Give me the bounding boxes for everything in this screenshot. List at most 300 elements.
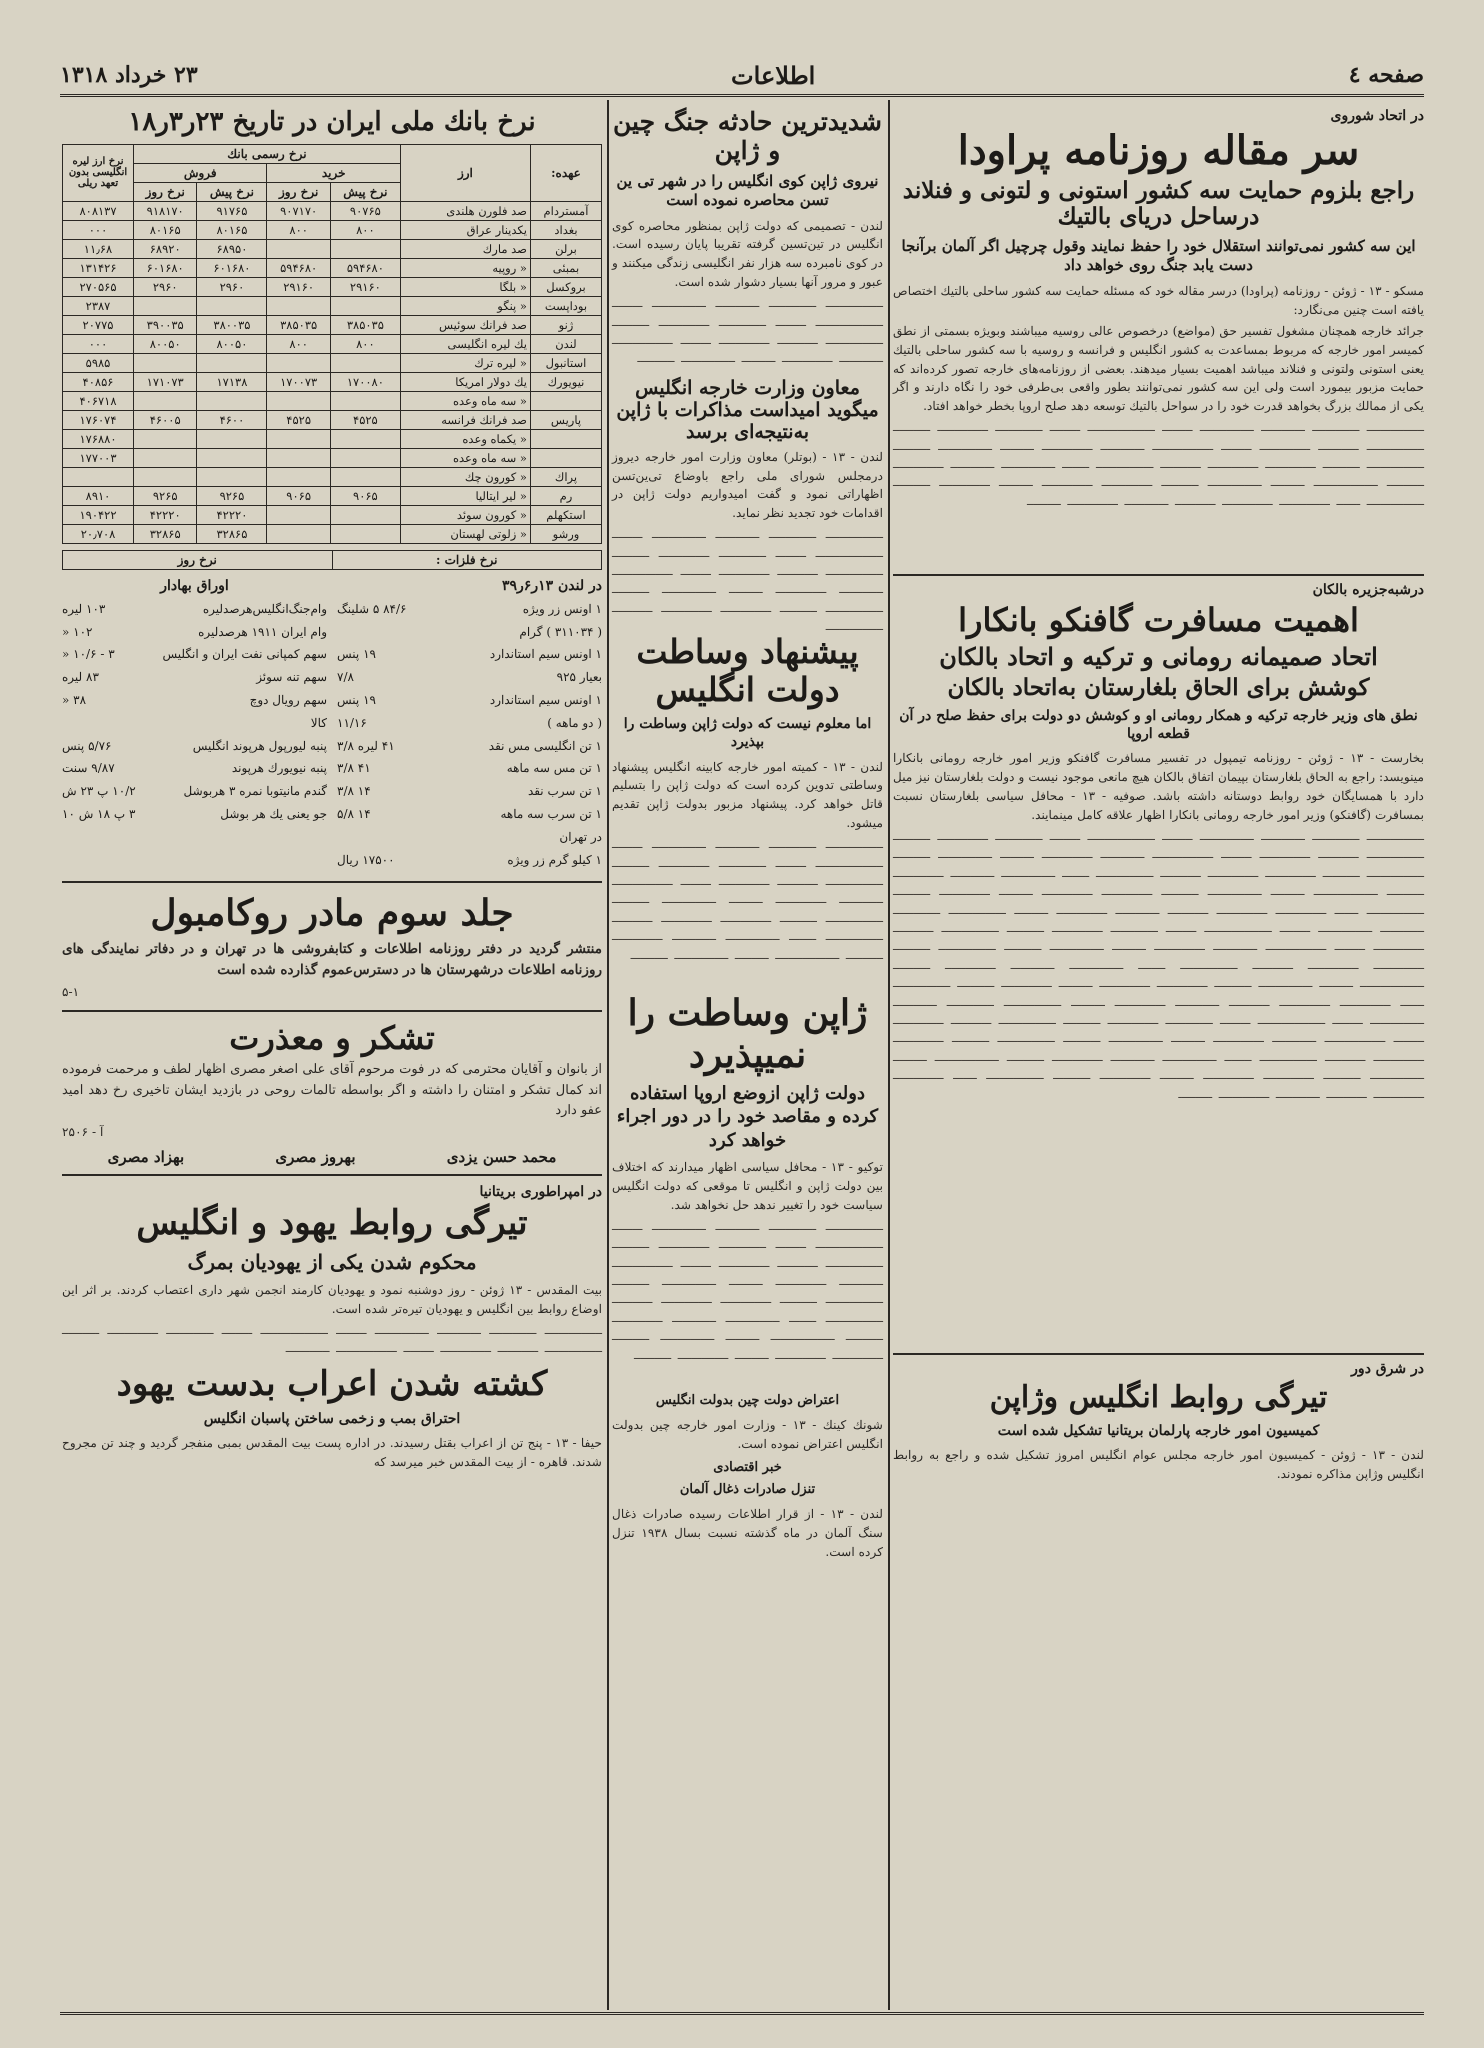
cell-cur: صد فرانك فرانسه xyxy=(400,410,530,429)
list-item xyxy=(337,780,602,803)
exchange-row xyxy=(63,353,602,372)
cell-b2 xyxy=(267,391,330,410)
headline-arabs-killed: کشته شدن اعراب بدست یهود xyxy=(116,1363,548,1404)
cell-cur: صد مارك xyxy=(400,239,530,258)
cell-s2 xyxy=(134,467,197,486)
exchange-row xyxy=(63,220,602,239)
article-continuation: ـــــــــــــــــ ــــــــــــــ ـــــــــــــ ــــــــــــــــ ـــــــــ ــــــــــــــــــــ ـــــــــ ــــــــــــــ ـــــــــــــــ ـــــــــــ ـــــــــــــــــ ــــــــــــ ـــــــــــــــ ـــــــــ ــــــــــــــــــ ـــــــــــــ ـــــــــــــــ ــــــــــ ــــــــــــــــ ـــــــــــ xyxy=(612,296,883,366)
item-value: ۱۰۳ لیره xyxy=(62,601,106,616)
cell-s1: ۶۰۱۶۸۰ xyxy=(197,258,267,277)
cell-city: برلن xyxy=(530,239,601,258)
section-kicker: در اتحاد شوروی xyxy=(1330,108,1424,124)
cell-city: بروکسل xyxy=(530,277,601,296)
item-name: ۱ تن سرب نقد xyxy=(527,784,602,799)
cell-b2: ۹۰۷۱۷۰ xyxy=(267,201,330,220)
cell-b2 xyxy=(267,467,330,486)
exchange-row xyxy=(63,391,602,410)
item-name: در تهران xyxy=(559,829,602,844)
subhead-commission: کمیسیون امور خارجه پارلمان بریتانیا تشکیل شده است xyxy=(997,1422,1320,1439)
item-name: ( دو ماهه ) xyxy=(547,715,602,730)
cell-p: ۲۷۰۵۶۵ xyxy=(63,277,134,296)
cell-cur: صد فلورن هلندی xyxy=(400,201,530,220)
signature-name: بهروز مصری xyxy=(275,1147,356,1166)
headline-rocambole: جلد سوم مادر روکامبول xyxy=(150,892,514,935)
cell-b1: ۹۰۶۵ xyxy=(330,486,400,505)
list-item xyxy=(337,643,602,666)
page-header xyxy=(60,60,1424,90)
cell-p: ۰۰۰ xyxy=(63,334,134,353)
cell-cur: « سه ماه وعده xyxy=(400,391,530,410)
cell-p: ۱۹۰۴۲۲ xyxy=(63,505,134,524)
cell-s1: ۸۰۱۶۵ xyxy=(197,220,267,239)
list-item xyxy=(337,757,602,780)
th-pound-rate: نرخ ارز لیره انگلیسی بدون تعهد ریلی xyxy=(63,144,134,201)
cell-b1 xyxy=(330,353,400,372)
item-name: ۱ کیلو گرم زر ویژه xyxy=(507,852,602,867)
item-name: گندم مانیتوبا نمره ۳ هربوشل xyxy=(183,784,327,799)
section-rule xyxy=(893,1353,1424,1355)
cell-b1 xyxy=(330,296,400,315)
item-value: ۳۸ « xyxy=(62,693,87,708)
cell-b1 xyxy=(330,505,400,524)
cell-s2: ۴۲۲۲۰ xyxy=(134,505,197,524)
item-name: ۱ اونس سیم استاندارد xyxy=(489,693,602,708)
section-kicker-far-east: در شرق دور xyxy=(1351,1361,1424,1378)
section-rule xyxy=(62,881,602,883)
article-body-pravda: جرائد خارجه همچنان مشغول تفسیر حق (مواضع) درخصوص عالی روسیه میباشند وبویژه بسمتی از نطق کمیسر امور خارجه که مربوط بمساعدت به کشور انگلیس و فرانسه و روسیه با سه کشور ساحلی بالتیك یعنی استونی ولتونی و فنلاند میباشد اهمیت بسیار میدهند. بعضی از روزنامه‌های خارجه تصور کرده‌اند که حمایت مزبور بیمورد است ولی این سه کشور نمی‌توانند بطور واقعی بی‌طرفی خود را نگاه دارند و اگر یکی از ممالك بزرگ بخواهد قدرت خود را در سواحل بالتیك توسعه دهد صلح اروپا بخطر خواهد افتاد. xyxy=(893,323,1424,414)
exchange-row xyxy=(63,524,602,543)
item-value: ۱۷۵۰۰ ریال xyxy=(337,852,395,867)
cell-city: بوداپست xyxy=(530,296,601,315)
article-body-mediation: لندن - ۱۳ - کمیته امور خارجه کابینه انگلیس پیشنهاد وساطتی تدوین کرده است که دولت ژاپن را بتسلیم قاتل خواهد کرد. پیشنهاد مزبور بدولت ژاپن تقدیم میشود. xyxy=(612,759,883,831)
exchange-row xyxy=(63,258,602,277)
item-name: ۱ اونس سیم استاندارد xyxy=(489,647,602,662)
cell-b2 xyxy=(267,505,330,524)
cell-b2: ۴۵۲۵ xyxy=(267,410,330,429)
list-item xyxy=(62,712,327,735)
cell-b2 xyxy=(267,524,330,543)
metals-table xyxy=(62,550,602,570)
metals-rows xyxy=(337,598,602,872)
cell-s2: ۸۰۰۵۰ xyxy=(134,334,197,353)
list-item xyxy=(62,735,327,758)
list-item xyxy=(337,598,602,621)
item-value: ۱۹ پنس xyxy=(337,693,376,708)
cell-city: لندن xyxy=(530,334,601,353)
column-divider xyxy=(607,100,609,2010)
exchange-row xyxy=(63,372,602,391)
th-metals: نرخ فلزات : xyxy=(332,550,602,569)
header-rule xyxy=(60,94,1424,97)
cell-cur: « لیر ایتالیا xyxy=(400,486,530,505)
item-value: ۴۱ لیره ۳/۸ xyxy=(337,738,395,753)
cell-p: ۴۰۸۵۶ xyxy=(63,372,134,391)
cell-b1 xyxy=(330,391,400,410)
cell-b1 xyxy=(330,467,400,486)
item-value: ۱۱/۱۶ xyxy=(337,715,367,730)
cell-city: نیویورك xyxy=(530,372,601,391)
cell-b2 xyxy=(267,353,330,372)
th-pish: نرخ پیش xyxy=(330,182,400,201)
exchange-row xyxy=(63,201,602,220)
headline-china-japan: شدیدترین حادثه جنگ چین و ژاپن xyxy=(613,107,882,165)
cell-cur: یك دولار امریکا xyxy=(400,372,530,391)
item-value: ۱۹ پنس xyxy=(337,647,376,662)
item-value: ۱۴ ۵/۸ xyxy=(337,807,371,822)
cell-cur: « لیره ترك xyxy=(400,353,530,372)
subhead-japan-europe: دولت ژاپن ازوضع اروپا استفاده کرده و مقاصد خود را در دور اجراء خواهد کرد xyxy=(616,1082,879,1151)
cell-cur: « روپیه xyxy=(400,258,530,277)
article-body-far-east: لندن - ۱۳ - ژوئن - کمیسیون امور خارجه مجلس عوام انگلیس امروز تشکیل شده و راجع به روابط انگلیس وژاپن مذاکره نمودند. xyxy=(893,1447,1424,1481)
article-body-coal: لندن - ۱۳ - از قرار اطلاعات رسیده صادرات ذغال سنگ آلمان در ماه گذشته نسبت بسال ۱۹۳۸ تنزل کرده است. xyxy=(612,1507,884,1560)
th-metals-day: نرخ روز xyxy=(63,550,333,569)
section-kicker-balkan: درشبه‌جزیره بالکان xyxy=(1312,582,1424,599)
cell-b1: ۵۹۴۶۸۰ xyxy=(330,258,400,277)
subhead-mediation: اما معلوم نیست که دولت ژاپن وساطت را بپذیرد xyxy=(623,716,872,751)
cell-s1: ۴۶۰۰ xyxy=(197,410,267,429)
cell-s2: ۶۸۹۲۰ xyxy=(134,239,197,258)
cell-s1: ۲۹۶۰ xyxy=(197,277,267,296)
item-value: ۸۳ لیره xyxy=(62,670,99,685)
item-name: جو یعنی یك هر بوشل xyxy=(220,807,327,822)
cell-s1 xyxy=(197,391,267,410)
item-name: ۱ تن سرب سه ماهه xyxy=(500,807,602,822)
item-value: ۱۰/۲ پ ۲۳ ش xyxy=(62,784,136,799)
bonds-rows xyxy=(62,598,327,826)
list-item xyxy=(62,780,327,803)
cell-b2: ۹۰۶۵ xyxy=(267,486,330,505)
th-sell: فروش xyxy=(134,163,267,182)
middle-column xyxy=(612,104,883,2004)
subhead-bomb: احتراق بمب و زخمی ساختن پاسبان انگلیس xyxy=(203,1410,461,1427)
cell-b2 xyxy=(267,429,330,448)
cell-s1 xyxy=(197,429,267,448)
subhead-tientsin: نیروی ژاپن کوی انگلیس را در شهر تی ین تسن محاصره نموده است xyxy=(616,171,879,209)
cell-b2: ۸۰۰ xyxy=(267,334,330,353)
list-item xyxy=(337,849,602,872)
th-buy: خرید xyxy=(267,163,400,182)
exchange-row xyxy=(63,334,602,353)
cell-cur: « بلگا xyxy=(400,277,530,296)
cell-cur: « یکماه وعده xyxy=(400,429,530,448)
item-value: ۷/۸ xyxy=(337,670,354,685)
item-name: سهم رویال دوچ xyxy=(249,693,327,708)
book-announcement: منتشر گردید در دفتر روزنامه اطلاعات و کتابفروشی ها در تهران و در دفاتر نمایندگی های روزنامه اطلاعات درشهرستان ها در دسترس‌عموم گذارده شده است xyxy=(62,940,602,978)
exchange-rows xyxy=(63,201,602,543)
exchange-row xyxy=(63,296,602,315)
cell-s2: ۳۹۰۰۳۵ xyxy=(134,315,197,334)
section-rule xyxy=(893,574,1424,576)
item-name: سهم تنه سوئز xyxy=(256,670,327,685)
metals-bonds-block xyxy=(62,574,602,872)
cell-s1: ۸۰۰۵۰ xyxy=(197,334,267,353)
cell-s2: ۸۰۱۶۵ xyxy=(134,220,197,239)
exchange-rate-table xyxy=(62,144,602,544)
issue-date: ۲۳ خرداد ۱۳۱۸ xyxy=(60,62,198,88)
cell-s2: ۴۶۰۰۵ xyxy=(134,410,197,429)
cell-s1 xyxy=(197,353,267,372)
cell-b2: ۱۷۰۰۷۳ xyxy=(267,372,330,391)
cell-p: ۸۰۸۱۳۷ xyxy=(63,201,134,220)
item-name: سهم کمپانی نفت ایران و انگلیس xyxy=(162,647,327,662)
th-contract: عهده: xyxy=(530,144,601,201)
cell-s1 xyxy=(197,296,267,315)
cell-s1: ۶۸۹۵۰ xyxy=(197,239,267,258)
cell-b2: ۳۸۵۰۳۵ xyxy=(267,315,330,334)
cell-p: ۰۰۰ xyxy=(63,220,134,239)
cell-city xyxy=(530,448,601,467)
subhead-death-sentence: محکوم شدن یکی از یهودیان بمرگ xyxy=(187,1249,477,1274)
th-currency: ارز xyxy=(400,144,530,201)
article-continuation: ـــــــــــــــــ ــــــــــــــ ـــــــــــــ ــــــــــــــــ ـــــــــ ــــــــــــــــــــ ـــــــــ ــــــــــــــ ـــــــــــــــ ـــــــــــ ـــــــــــــــــ ــــــــــــ ـــــــــــــــ ـــــــــ ــــــــــــــــــ ـــــــــــــ xyxy=(62,1322,602,1356)
cell-p: ۸۹۱۰ xyxy=(63,486,134,505)
item-value: ۱۴ ۳/۸ xyxy=(337,784,371,799)
item-value: ۹/۸۷ سنت xyxy=(62,761,115,776)
subhead-baltic: این سه کشور نمی‌توانند استقلال خود را حفظ نمایند وقول چرچیل اگر آلمان برآنجا دست یابد جنگ روی خواهد داد xyxy=(901,236,1416,275)
cell-city: پاریس xyxy=(530,410,601,429)
headline-jews-britain: تیرگی روابط یهود و انگلیس xyxy=(136,1202,528,1243)
paper-name: اطلاعات xyxy=(731,60,816,90)
cell-p: ۲۰۷۷۵ xyxy=(63,315,134,334)
cell-cur: یك لیره انگلیسی xyxy=(400,334,530,353)
headline-mediation-proposal: پیشنهاد وساطت دولت انگلیس xyxy=(636,632,859,710)
article-continuation: ـــــــــــــــــ ــــــــــــــ ـــــــــــــ ــــــــــــــــ ـــــــــ ــــــــــــــــــــ ـــــــــ ــــــــــــــ ـــــــــــــــ ـــــــــــ ـــــــــــــــــ ــــــــــــ ـــــــــــــــ ـــــــــ ــــــــــــــــــ ـــــــــــــ ـــــــــــــــ ــــــــــ ــــــــــــــــ ـــــــــــ ـــــــــــــــــ ـــــــــــ ـــــــــــــــ ـــــــــــــــ ــــــــــــ ـــــــــــــــــ xyxy=(612,527,883,634)
cell-p: ۱۳۱۴۲۶ xyxy=(63,258,134,277)
cell-p: ۲۳۸۷ xyxy=(63,296,134,315)
list-item xyxy=(337,666,602,689)
book-ref: ۵-۱ xyxy=(62,984,80,999)
article-body-balkan: بخارست - ۱۳ - ژوئن - روزنامه تیمپول در تفسیر مسافرت گافنکو وزیر امور خارجه رومانی بانکارا مینویسد: راجع به الحاق بلغارستان بپیمان اتفاق بالکان هیچ مانعی موجود نیست و دولت بلغارستان نیز میل دارد با همسایگان خود روابط دوستانه داشته باشد. صوفیه - ۱۳ - محافل سیاسی بلغارستان نسبت بمسافرت (گافنکو) وزیر امور خارجه رومانی بانکارا اظهار علاقه کامل مینمایند. xyxy=(893,751,1424,823)
cell-city: آمستردام xyxy=(530,201,601,220)
headline-anglo-japan: تیرگی روابط انگلیس وژاپن xyxy=(989,1380,1328,1416)
headline-butler: معاون وزارت خارجه انگلیس میگوید امیداست مذاکرات با ژاپن به‌نتیجه‌ای برسد xyxy=(616,377,879,443)
article-continuation: ـــــــــــــــــ ــــــــــــــ ـــــــــــــ ــــــــــــــــ ـــــــــ ــــــــــــــــــــ ـــــــــ ــــــــــــــ ـــــــــــــــ ـــــــــــ ـــــــــــــــــ ــــــــــــ ـــــــــــــــ ـــــــــ ــــــــــــــــــ ـــــــــــــ ـــــــــــــــ ــــــــــ ــــــــــــــــ ـــــــــــ ـــــــــــــــــ ـــــــــــ ـــــــــــــــ ـــــــــــــــ ــــــــــــ ـــــــــــــــــ ــــــــ ــــــــــــــــ ـــــــــــــ ـــــــــــــــ ـــــــــــ ـــــــــــــــــــ ــــــــــ ــــــــــــــــ ـــــــــــ ـــــــــــــــ ـــــــــــــــ ــــــــــ ـــــــــــــــ ـــــــــــ xyxy=(612,1218,883,1362)
cell-b2 xyxy=(267,239,330,258)
item-value: ۴۱ ۳/۸ xyxy=(337,761,371,776)
cell-p: ۱۷۷۰۰۳ xyxy=(63,448,134,467)
cell-b1: ۴۵۲۵ xyxy=(330,410,400,429)
exchange-row xyxy=(63,448,602,467)
cell-cur: « کورون چك xyxy=(400,467,530,486)
cell-b1 xyxy=(330,429,400,448)
cell-b2 xyxy=(267,296,330,315)
cell-b1 xyxy=(330,524,400,543)
section-rule xyxy=(62,1010,602,1012)
cell-s2: ۲۹۶۰ xyxy=(134,277,197,296)
cell-p: ۴۰۶۷۱۸ xyxy=(63,391,134,410)
cell-city: پراك xyxy=(530,467,601,486)
thanks-ref: آ - ۲۵۰۶ xyxy=(62,1124,104,1139)
cell-s2 xyxy=(134,296,197,315)
cell-city: استکهلم xyxy=(530,505,601,524)
cell-s2 xyxy=(134,391,197,410)
headline-bulgaria: کوشش برای الحاق بلغارستان به‌اتحاد بالکان xyxy=(947,673,1370,701)
item-name: ( ۳۱۱۰۳۴ ) گرام xyxy=(519,624,602,639)
cell-p: ۱۱٫۶۸ xyxy=(63,239,134,258)
list-item xyxy=(62,803,327,826)
exchange-row xyxy=(63,315,602,334)
cell-s2: ۳۲۸۶۵ xyxy=(134,524,197,543)
cell-cur: « پنگو xyxy=(400,296,530,315)
cell-b1 xyxy=(330,448,400,467)
cell-s1: ۳۸۰۰۳۵ xyxy=(197,315,267,334)
article-body-japan: توکیو - ۱۳ - محافل سیاسی اظهار میدارند که اختلاف بین دولت ژاپن و انگلیس تا موقعی که دولت انگلیس سیاست خود را تغییر ندهد حل نخواهد شد. xyxy=(612,1160,883,1212)
list-item xyxy=(337,803,602,826)
cell-city: استانبول xyxy=(530,353,601,372)
list-item xyxy=(62,666,327,689)
item-name: پنبه نیویورك هرپوند xyxy=(231,761,327,776)
article-body-haifa: حیفا - ۱۳ - پنج تن از اعراب بقتل رسیدند. در اداره پست بیت المقدس بمبی منفجر گردید و چند تن مجروح شدند. قاهره - از بیت المقدس خبر میرسد که xyxy=(62,1435,602,1469)
cell-b2: ۸۰۰ xyxy=(267,220,330,239)
cell-city: بمبئی xyxy=(530,258,601,277)
cell-p: ۲۰٫۷۰۸ xyxy=(63,524,134,543)
list-item xyxy=(62,689,327,712)
list-item xyxy=(337,712,602,735)
exchange-row xyxy=(63,277,602,296)
cell-cur: « کورون سوئد xyxy=(400,505,530,524)
subhead-china-protest: اعتراض دولت چین بدولت انگلیس xyxy=(655,1392,840,1408)
article-body-jerusalem: بیت المقدس - ۱۳ ژوئن - روز دوشنبه نمود و یهودیان کارمند انجمن شهر داری اعتصاب کردند. بر اثر این اوضاع روابط بین انگلیس و یهودیان تیره‌تر شده است. xyxy=(62,1282,602,1316)
metals-list xyxy=(337,574,602,872)
cell-p: ۱۷۶۰۷۴ xyxy=(63,410,134,429)
list-item xyxy=(337,826,602,849)
right-column xyxy=(893,104,1424,2004)
th-official-rate: نرخ رسمی بانك xyxy=(134,144,401,163)
item-value: ۳ پ ۱۸ ش ۱۰ xyxy=(62,807,136,822)
article-body-china-protest: شونك كينك - ۱۳ - وزارت امور خارجه چین بدولت انگلیس اعتراض نموده است. xyxy=(612,1417,883,1451)
cell-cur: « سه ماه وعده xyxy=(400,448,530,467)
bonds-title: اوراق بهادار xyxy=(160,577,229,594)
list-item xyxy=(62,621,327,644)
cell-s2: ۱۷۱۰۷۳ xyxy=(134,372,197,391)
page-label: صفحه ٤ xyxy=(1348,62,1424,88)
cell-p xyxy=(63,467,134,486)
cell-b2: ۵۹۴۶۸۰ xyxy=(267,258,330,277)
article-continuation: ـــــــــــــــــ ــــــــــــــ ـــــــــــــ ــــــــــــــــ ـــــــــ ــــــــــــــــــــ ـــــــــ ــــــــــــــ ـــــــــــــــ ـــــــــــ ـــــــــــــــــ ــــــــــــ ـــــــــــــــ ـــــــــ ــــــــــــــــــ ـــــــــــــ ـــــــــــــــ ــــــــــ ــــــــــــــــ ـــــــــــ ـــــــــــــــــ ـــــــــــ ـــــــــــــــ ـــــــــــــــ ــــــــــــ ـــــــــــــــــ ــــــــ ــــــــــــــــ ـــــــــــــ ـــــــــــــــ ـــــــــــ ـــــــــــــــــــ ــــــــــ ــــــــــــــــ ـــــــــــ xyxy=(612,837,883,962)
cell-s1: ۹۱۷۶۵ xyxy=(197,201,267,220)
cell-s1: ۳۲۸۶۵ xyxy=(197,524,267,543)
signature-name: محمد حسن یزدی xyxy=(446,1147,557,1166)
cell-p: ۵۹۸۵ xyxy=(63,353,134,372)
item-value: ۱۰۲ « xyxy=(62,624,93,639)
subhead-economic: خبر اقتصادی xyxy=(713,1459,782,1475)
list-item xyxy=(62,757,327,780)
article-continuation: ـــــــــــــــــ ــــــــــــــ ـــــــــــــ ــــــــــــــــ ـــــــــ ــــــــــــــــــــ ـــــــــ ــــــــــــــ ـــــــــــــــ ـــــــــــ ـــــــــــــــــ ــــــــــــ ـــــــــــــــ ـــــــــ ــــــــــــــــــ ـــــــــــــ ـــــــــــــــ ــــــــــ ــــــــــــــــ ـــــــــــ ـــــــــــــــــ ـــــــــــ ـــــــــــــــ ـــــــــــــــ ــــــــــــ ـــــــــــــــــ ــــــــ ــــــــــــــــ ـــــــــــــ ـــــــــــــــ ـــــــــــ ـــــــــــــــــــ ــــــــــ ــــــــــــــــ ـــــــــــ ـــــــــــــــ ـــــــــــــــ ــــــــــ ـــــــــــــــ ـــــــــــ ـــــــــــــــــ ـــــــ ـــــــــــــــ ـــــــــــــــ ــــــــــــ ـــــــــــــ ـــــــــــــــ ــــــــــ ـــــــــــــــــ ــــــــــــــ ـــــــــــــ ــــــــــــــــ ـــــــــ ــــــــــــــــــــ ـــــــــ ــــــــــــــ ـــــــــــــــ ـــــــــــ ـــــــــــــــــ ــــــــــــ ـــــــــــــــ ـــــــــ ــــــــــــــــــ ـــــــــــــ ـــــــــــــــ ــــــــــ ــــــــــــــــ ـــــــــــ ـــــــــــــــــ ـــــــــــ ـــــــــــــــ ـــــــــــــــ ــــــــــــ ـــــــــــــــــ ــــــــ ــــــــــــــــ ـــــــــــــ ـــــــــــــــ ـــــــــــ ـــــــــــــــــــ ــــــــــ ــــــــــــــــ ـــــــــــ ـــــــــــــــ ـــــــــــــــ ــــــــــ ـــــــــــــــ ـــــــــــ ـــــــــــــــــ ـــــــ ـــــــــــــــ ـــــــــــــــ ــــــــــــ ـــــــــــــ ـــــــــــــــ ــــــــــ ـــــــــــــــــ ــــــــــــــ ـــــــــــــ ــــــــــــــــ ـــــــــ ــــــــــــــــــــ ـــــــــ ــــــــــــــ ـــــــــــــــ ـــــــــــ ـــــــــــــــــ ــــــــــــ ـــــــــــــــ ـــــــــ ــــــــــــــــــ ـــــــــــــ ـــــــــــــــ ــــــــــ ــــــــــــــــ ـــــــــــ ـــــــــــــــــ ـــــــــــ ـــــــــــــــ ـــــــــــــــ ــــــــــــ ـــــــــــــــــ ــــــــ ــــــــــــــــ ـــــــــــــ ـــــــــــــــ ـــــــــــ ـــــــــــــــــــ ــــــــــ ــــــــــــــــ ـــــــــــ ـــــــــــــــ ـــــــــــــــ ــــــــــ ـــــــــــــــ ـــــــــــ ـــــــــــــــــ ـــــــ ـــــــــــــــ ـــــــــــــــ ــــــــــــ ـــــــــــــ ـــــــــــــــ ــــــــــ xyxy=(893,829,1424,1101)
cell-city: رم xyxy=(530,486,601,505)
item-name: وام‌جنگ‌انگلیس‌هرصدلیره xyxy=(202,601,327,616)
bonds-list xyxy=(62,574,327,872)
item-name: ۱ تن انگلیسی مس نقد xyxy=(488,738,602,753)
item-value: ۵/۷۶ پنس xyxy=(62,738,112,753)
exchange-row xyxy=(63,467,602,486)
cell-b1: ۸۰۰ xyxy=(330,220,400,239)
exchange-row xyxy=(63,486,602,505)
cell-city: بغداد xyxy=(530,220,601,239)
item-name: ۱ اونس زر ویژه xyxy=(522,601,602,616)
dateline-moscow: مسکو - ۱۳ - ژوئن - روزنامه (پراودا) درسر مقاله خود که مسئله حمایت سه کشور ساحلی بالتیك اختصاص یافته است چنین می‌نگارد: xyxy=(893,283,1424,317)
article-body-tientsin: لندن - تصمیمی که دولت ژاپن بمنظور محاصره کوی انگلیس در تین‌تسین گرفته تقریبا پایان رسیده است. در کوی نامبرده سه هزار نفر انگلیسی زندگی میکنند و عبور و مرور آنها بسیار دشوار شده است. xyxy=(612,218,883,290)
headline-gafencu: اهمیت مسافرت گافنکو بانکارا xyxy=(958,601,1359,640)
section-rule xyxy=(62,1174,602,1176)
exchange-row xyxy=(63,410,602,429)
item-name: بعیار ۹۲۵ xyxy=(556,670,602,685)
cell-s1 xyxy=(197,467,267,486)
cell-cur: « زلوتی لهستان xyxy=(400,524,530,543)
exchange-table-title: نرخ بانك ملی ایران در تاریخ ۲۳ر۳ر۱۸ xyxy=(128,107,536,137)
exchange-row xyxy=(63,239,602,258)
section-kicker-britain: در امپراطوری بریتانیا xyxy=(479,1183,602,1200)
headline-romania-turkey: اتحاد صمیمانه رومانی و ترکیه و اتحاد بالکان xyxy=(939,642,1378,672)
left-column xyxy=(62,104,602,2004)
cell-cur: یکدینار عراق xyxy=(400,220,530,239)
cell-b1: ۳۸۵۰۳۵ xyxy=(330,315,400,334)
article-body-butler: لندن - ۱۳ - (بوتلر) معاون وزارت امور خارجه دیروز درمجلس شورای ملی راجع باوضاع تی‌ین‌تسن اظهاراتی نمود و گفت امیدواریم دولت ژاپن در اقدامات خود تجدید نظر نماید. xyxy=(612,449,883,521)
cell-s2 xyxy=(134,448,197,467)
list-item xyxy=(337,735,602,758)
list-item xyxy=(337,621,602,644)
cell-p: ۱۷۶۸۸۰ xyxy=(63,429,134,448)
cell-s2: ۶۰۱۶۸۰ xyxy=(134,258,197,277)
exchange-row xyxy=(63,505,602,524)
cell-b1: ۲۹۱۶۰ xyxy=(330,277,400,296)
cell-b2: ۲۹۱۶۰ xyxy=(267,277,330,296)
thanks-text: از بانوان و آقایان محترمی که در فوت مرحوم آقای علی اصغر مصری اظهار لطف و مرحمت فرموده اند کمال تشکر و امتنان را داشته و اگر بواسطه تالمات روحی در بازدید ایشان تاخیری رخ دهد امید عفو دارد xyxy=(62,1062,602,1118)
headline-thanks: تشکر و معذرت xyxy=(229,1018,435,1057)
cell-b1: ۹۰۷۶۵ xyxy=(330,201,400,220)
item-value: ۳ - ۱۰/۶ « xyxy=(62,647,115,662)
cell-city xyxy=(530,391,601,410)
cell-city: ورشو xyxy=(530,524,601,543)
th-pish: نرخ پیش xyxy=(197,182,267,201)
exchange-row xyxy=(63,429,602,448)
metals-subtitle: در لندن ۱۳ر۶ر۳۹ xyxy=(501,577,602,594)
article-continuation: ـــــــــــــــــ ــــــــــــــ ـــــــــــــ ــــــــــــــــ ـــــــــ ــــــــــــــــــــ ـــــــــ ــــــــــــــ ـــــــــــــــ ـــــــــــ ـــــــــــــــــ ــــــــــــ ـــــــــــــــ ـــــــــ ــــــــــــــــــ ـــــــــــــ ـــــــــــــــ ــــــــــ ــــــــــــــــ ـــــــــــ ـــــــــــــــــ ـــــــــــ ـــــــــــــــ ـــــــــــــــ ــــــــــــ ـــــــــــــــــ ــــــــ ــــــــــــــــ ـــــــــــــ ـــــــــــــــ ـــــــــــ ـــــــــــــــــــ ــــــــــ ــــــــــــــــ ـــــــــــ ـــــــــــــــ ـــــــــــــــ ــــــــــ ـــــــــــــــ ـــــــــــ ـــــــــــــــــ ـــــــ ـــــــــــــــ ـــــــــــــــ ــــــــــــ ـــــــــــــ ـــــــــــــــ ــــــــــ xyxy=(893,420,1424,508)
list-item xyxy=(62,643,327,666)
column-divider xyxy=(888,100,890,2010)
item-name: کالا xyxy=(310,715,327,730)
headline-pravda: سر مقاله روزنامه پراودا xyxy=(957,127,1360,174)
list-item xyxy=(337,689,602,712)
cell-s1 xyxy=(197,448,267,467)
cell-b1: ۱۷۰۰۸۰ xyxy=(330,372,400,391)
headline-baltic: راجع بلزوم حمایت سه کشور استونی و لتونی و فنلاند درساحل دریای بالتیك xyxy=(902,177,1415,231)
cell-s1: ۹۲۶۵ xyxy=(197,486,267,505)
cell-s2: ۹۱۸۱۷۰ xyxy=(134,201,197,220)
cell-s2 xyxy=(134,353,197,372)
cell-city: ژنو xyxy=(530,315,601,334)
item-name: ۱ تن مس سه ماهه xyxy=(506,761,602,776)
cell-s1: ۱۷۱۳۸ xyxy=(197,372,267,391)
cell-s1: ۴۲۲۲۰ xyxy=(197,505,267,524)
list-item xyxy=(62,598,327,621)
subhead-coal: تنزل صادرات ذغال آلمان xyxy=(679,1482,816,1498)
cell-s2: ۹۲۶۵ xyxy=(134,486,197,505)
headline-japan-rejects: ژاپن وساطت را نمیپذیرد xyxy=(627,992,868,1076)
cell-cur: صد فرانك سوئیس xyxy=(400,315,530,334)
subhead-balkan: نطق های وزیر خارجه ترکیه و همکار رومانی او و کوشش دو دولت برای حفظ صلح در آن قطعه اروپا xyxy=(899,708,1418,743)
cell-s2 xyxy=(134,429,197,448)
signature-name: بهزاد مصری xyxy=(107,1147,185,1166)
footer-rule xyxy=(60,2012,1424,2015)
th-day: نرخ روز xyxy=(134,182,197,201)
item-value: ۸۴/۶ ۵ شلینگ xyxy=(337,601,407,616)
cell-b2 xyxy=(267,448,330,467)
cell-b1 xyxy=(330,239,400,258)
cell-b1: ۸۰۰ xyxy=(330,334,400,353)
th-day: نرخ روز xyxy=(267,182,330,201)
item-name: وام ایران ۱۹۱۱ هرصدلیره xyxy=(198,624,327,639)
cell-city xyxy=(530,429,601,448)
